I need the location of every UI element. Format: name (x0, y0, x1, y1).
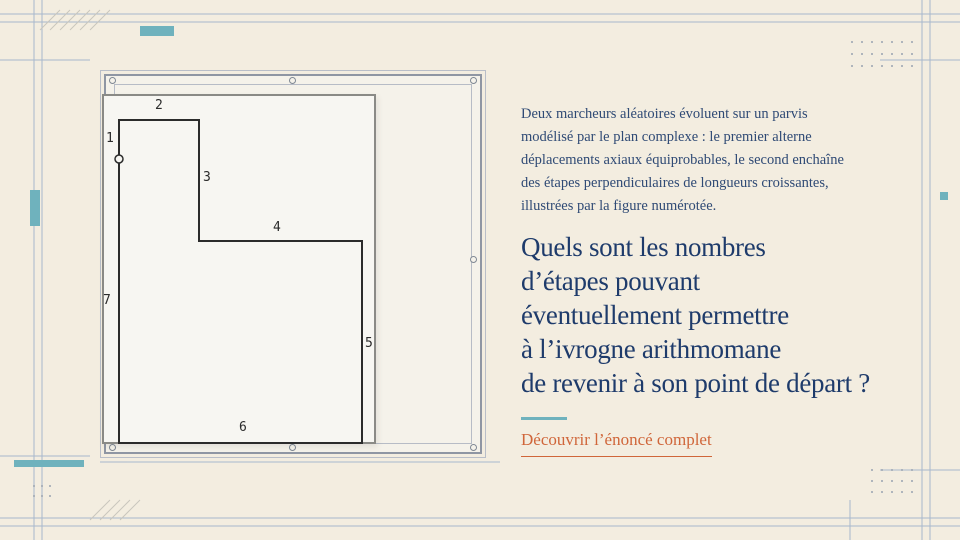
start-point-icon (115, 155, 123, 163)
segment-label-6: 6 (239, 420, 247, 435)
segment-label-7: 7 (103, 293, 111, 308)
question-line: de revenir à son point de départ ? (521, 368, 870, 398)
discover-statement-link[interactable]: Découvrir l’énoncé complet (521, 428, 712, 457)
segment-label-2: 2 (155, 98, 163, 113)
question-line: à l’ivrogne arithmomane (521, 334, 782, 364)
segment-label-3: 3 (203, 170, 211, 185)
segment-label-4: 4 (273, 220, 281, 235)
accent-divider (521, 417, 567, 420)
segment-label-1: 1 (106, 131, 114, 146)
question-line: éventuellement permettre (521, 300, 789, 330)
question-line: Quels sont les nombres (521, 232, 766, 262)
walk-path (119, 120, 362, 443)
question-line: d’étapes pouvant (521, 266, 700, 296)
question-heading (521, 230, 921, 400)
intro-paragraph: Deux marcheurs aléatoires évoluent sur un parvis modélisé par le plan complexe : le premier alterne déplacements axiaux équiprobables, le second enchaîne des étapes perpendiculaires de longueurs croissantes, illustrées par la figure numérotée. (521, 106, 844, 214)
segment-label-5: 5 (365, 336, 373, 351)
